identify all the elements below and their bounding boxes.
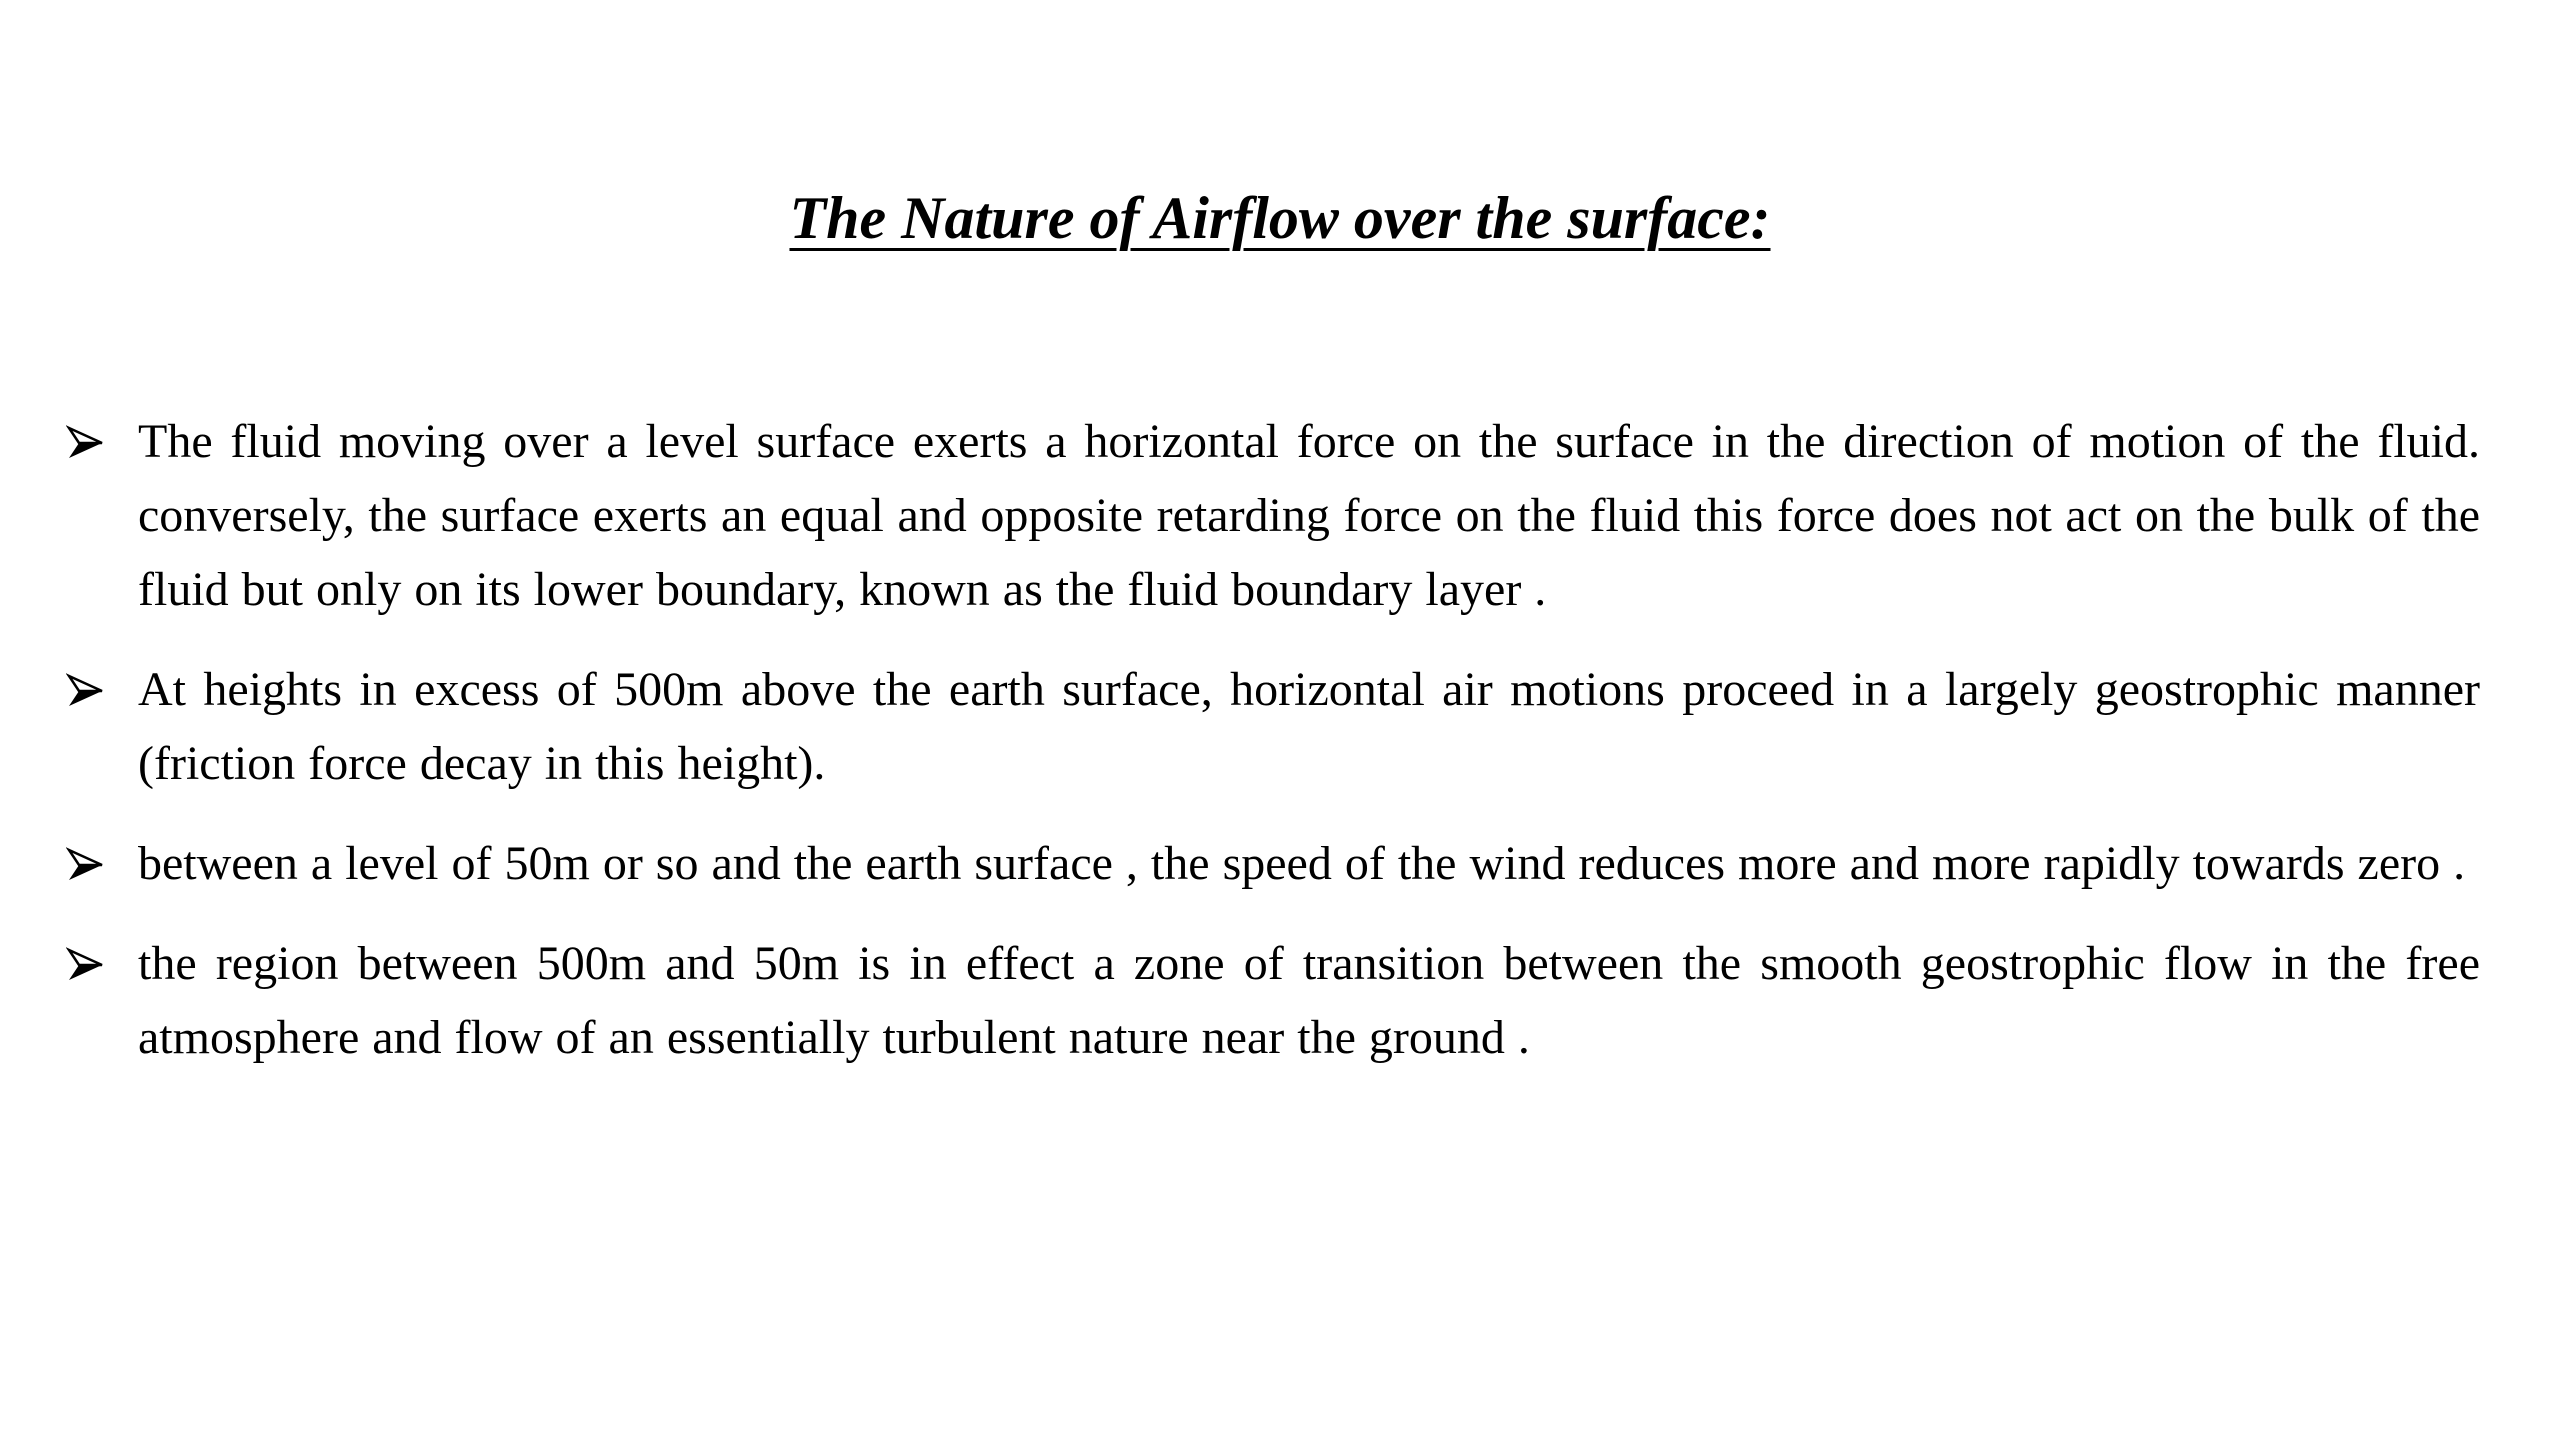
bullet-item bbox=[0, 927, 2560, 1075]
bullet-text: At heights in excess of 500m above the earth surface, horizontal air motions proceed in a largely geostrophic manner (friction force decay in this height). bbox=[138, 663, 2480, 790]
bullet-list bbox=[0, 405, 2560, 1101]
arrowhead-bullet-icon bbox=[66, 671, 106, 711]
bullet-item bbox=[0, 827, 2560, 901]
arrowhead-bullet-icon bbox=[66, 945, 106, 985]
bullet-item bbox=[0, 405, 2560, 627]
arrowhead-bullet-icon bbox=[66, 845, 106, 885]
bullet-text: between a level of 50m or so and the earth surface , the speed of the wind reduces more and more rapidly towards zero . bbox=[138, 837, 2466, 890]
slide-title: The Nature of Airflow over the surface: bbox=[789, 185, 1771, 251]
bullet-text: The fluid moving over a level surface exerts a horizontal force on the surface in the direction of motion of the fluid. conversely, the surface exerts an equal and opposite retarding force on the fluid this force does not act on the bulk of the fluid but only on its lower boundary, known as the fluid boundary layer . bbox=[138, 415, 2480, 616]
bullet-item bbox=[0, 653, 2560, 801]
bullet-text: the region between 500m and 50m is in effect a zone of transition between the smooth geostrophic flow in the free atmosphere and flow of an essentially turbulent nature near the ground . bbox=[138, 937, 2480, 1064]
arrowhead-bullet-icon bbox=[66, 423, 106, 463]
